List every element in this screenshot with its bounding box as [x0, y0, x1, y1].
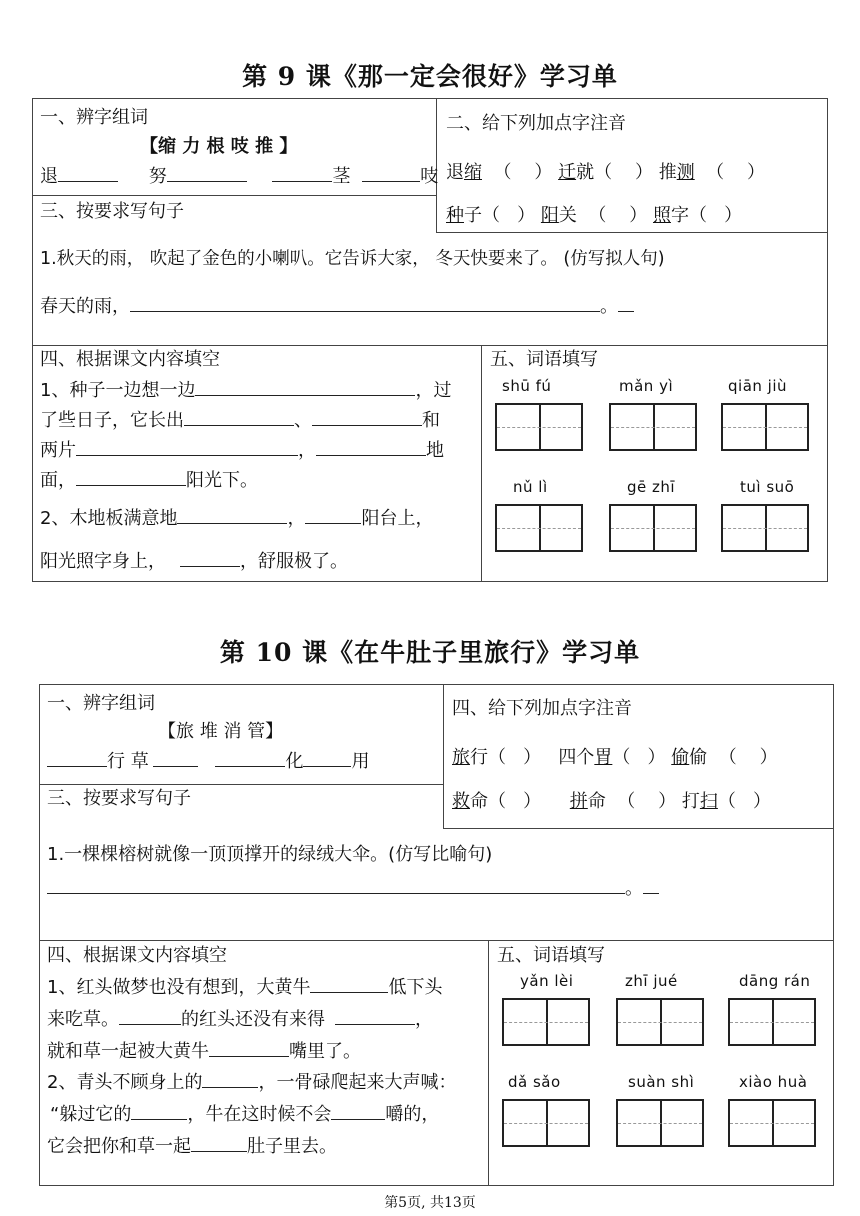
blank[interactable]	[58, 165, 118, 182]
tianzige-box[interactable]	[502, 998, 590, 1046]
blank[interactable]	[272, 165, 332, 182]
answer-line[interactable]	[130, 295, 600, 312]
l10-sec2-heading: 四、给下列加点字注音	[452, 698, 632, 719]
tianzige-box[interactable]	[721, 504, 809, 552]
tianzige-box[interactable]	[609, 403, 697, 451]
l9-sec1-heading: 一、辨字组词	[40, 107, 148, 128]
tianzige-box[interactable]	[616, 1099, 704, 1147]
lesson10-title: 第 10 课《在牛肚子里旅行》学习单	[219, 638, 641, 667]
tianzige-box[interactable]	[616, 998, 704, 1046]
l9-sec2-row1: 退缩 （ ） 迁就（ ） 推测 （ ）	[446, 162, 766, 183]
l10-sec1-chars: 【旅 堆 消 管】	[158, 721, 284, 742]
l10-sec3-heading: 三、按要求写句子	[47, 788, 191, 809]
l10-sec3-q1: 1.一棵棵榕树就像一顶顶撑开的绿绒大伞。(仿写比喻句)	[47, 844, 493, 865]
tianzige-box[interactable]	[495, 504, 583, 552]
tianzige-box[interactable]	[728, 998, 816, 1046]
l9-sec1-row: 退 努 茎 吱	[40, 166, 439, 187]
l9-sec2-row2: 种子（ ） 阳关 （ ） 照字（ ）	[446, 205, 743, 226]
tianzige-box[interactable]	[721, 403, 809, 451]
page-footer: 第5页, 共13页	[384, 1195, 476, 1211]
l9-sec3-q1: 1.秋天的雨， 吹起了金色的小喇叭。它告诉大家， 冬天快要来了。 (仿写拟人句)	[40, 249, 665, 269]
l10-sec5-heading: 五、词语填写	[497, 945, 605, 966]
l9-sec5-heading: 五、词语填写	[490, 349, 598, 370]
l9-sec3-a1: 春天的雨， 。	[40, 295, 634, 317]
l9-sec2-heading: 二、给下列加点字注音	[446, 113, 626, 134]
tianzige-box[interactable]	[728, 1099, 816, 1147]
l9-sec1-chars: 【缩 力 根 吱 推 】	[140, 136, 298, 157]
tianzige-box[interactable]	[609, 504, 697, 552]
blank[interactable]	[362, 165, 420, 182]
tianzige-box[interactable]	[502, 1099, 590, 1147]
l9-sec4-heading: 四、根据课文内容填空	[40, 349, 220, 370]
blank[interactable]	[167, 165, 247, 182]
l9-sec3-heading: 三、按要求写句子	[40, 201, 184, 222]
l10-sec4-heading: 四、根据课文内容填空	[47, 945, 227, 966]
l10-sec1-heading: 一、辨字组词	[47, 693, 155, 714]
tianzige-box[interactable]	[495, 403, 583, 451]
lesson9-title: 第 9 课《那一定会很好》学习单	[242, 62, 618, 91]
